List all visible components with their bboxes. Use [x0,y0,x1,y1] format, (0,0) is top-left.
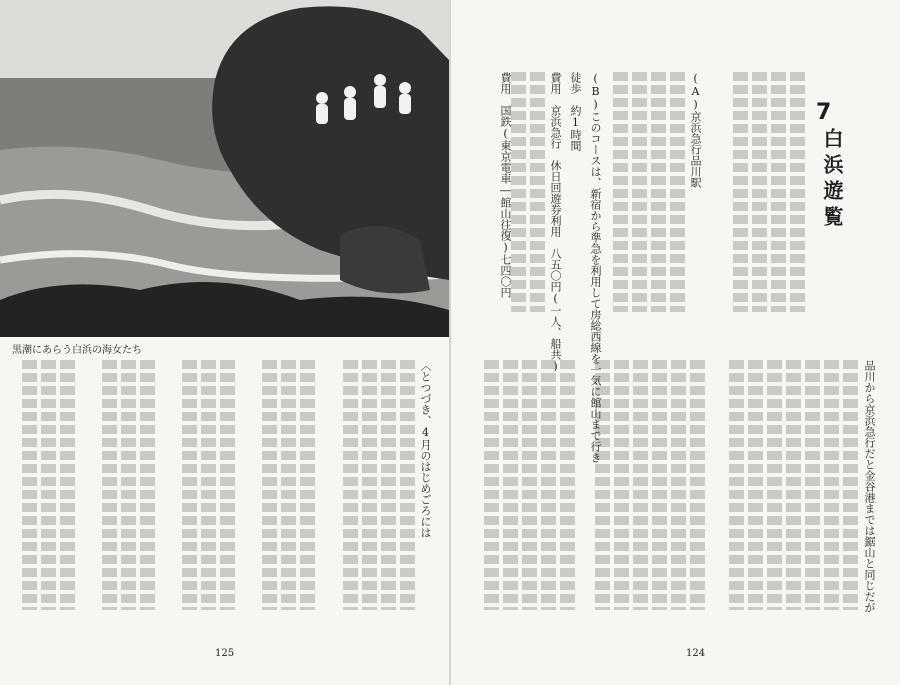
page-number-right: 124 [686,648,706,659]
page-number-left: 125 [215,648,235,659]
text-column [121,360,136,610]
right-body-first-line: 品川から京浜急行だと金谷港までは鋸山と同じだが [863,360,876,613]
photo-caption: 黒潮にあらう白浜の海女たち [12,345,142,356]
text-column [60,360,75,610]
text-column [805,360,820,610]
text-column [752,72,767,312]
text-column [530,72,545,312]
text-column [614,360,629,610]
text-column [652,360,667,610]
cost-b-line: 費用 国鉄(東京電車―館山往復)七四〇円 [499,72,512,298]
text-column [362,360,377,610]
walk-time-line: 徒歩 約1時間 [569,72,582,151]
photo-ama-divers [0,0,449,337]
text-column [824,360,839,610]
text-column [790,72,805,312]
left-page [0,0,449,685]
text-column [220,360,235,610]
text-column [651,72,666,312]
text-column [843,360,858,610]
text-column [511,72,526,312]
text-column [613,72,628,312]
text-column [484,360,499,610]
text-column [690,360,705,610]
text-column [541,360,556,610]
text-column [503,360,518,610]
text-column [201,360,216,610]
text-column [595,360,610,610]
text-column [729,360,744,610]
text-column [281,360,296,610]
section-title: 白浜遊覧 [820,128,844,232]
route-a-line: (A)京浜急行品川駅 [689,72,702,188]
text-column [140,360,155,610]
text-column [300,360,315,610]
text-column [748,360,763,610]
text-column [560,360,575,610]
text-column [633,360,648,610]
text-column [182,360,197,610]
text-column [632,72,647,312]
text-column [262,360,277,610]
text-column [102,360,117,610]
text-column [400,360,415,610]
cost-a-line: 費用 京浜急行 休日回遊券利用 八五〇円(一人、船共) [549,72,562,373]
text-column [733,72,748,312]
text-column [381,360,396,610]
text-column [670,72,685,312]
route-b-line: (B)このコースは、新宿から準急を利用して房総西線を一気に館山まで行き [589,72,602,463]
section-number: 7 [816,100,832,125]
text-column [522,360,537,610]
text-column [671,360,686,610]
text-column [22,360,37,610]
text-column [343,360,358,610]
text-column [767,360,782,610]
left-body-first-line: 〈とつづき、4月のはじめごろには [419,360,432,538]
text-column [771,72,786,312]
text-column [786,360,801,610]
text-column [41,360,56,610]
